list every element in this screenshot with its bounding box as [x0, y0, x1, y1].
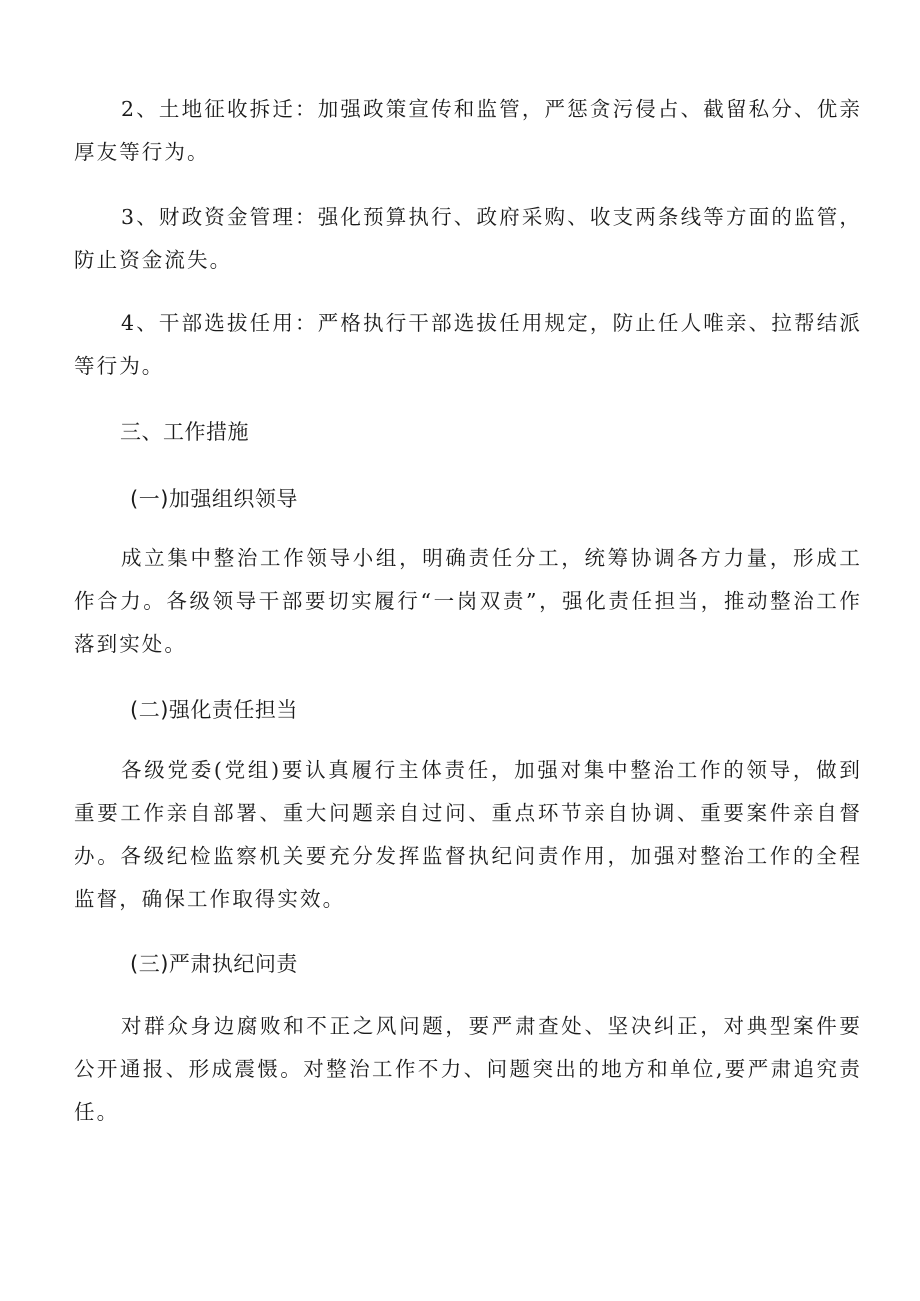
subsection-title-organization: (一)加强组织领导: [130, 487, 298, 511]
section-title: 三、工作措施: [120, 420, 249, 444]
subsection-body-accountability: 对群众身边腐败和不正之风问题，要严肃查处、坚决纠正，对典型案件要公开通报、形成震慑。对整治工作不力、问题突出的地方和单位,要严肃追究责任。: [74, 1014, 862, 1124]
list-item-cadre-selection: 4、干部选拔任用：严格执行干部选拔任用规定，防止任人唯亲、拉帮结派等行为。: [74, 311, 862, 378]
list-item-land-acquisition: 2、土地征收拆迁：加强政策宣传和监管，严惩贪污侵占、截留私分、优亲厚友等行为。: [74, 97, 862, 164]
subsection-title-responsibility: (二)强化责任担当: [130, 698, 298, 722]
list-item-fiscal-funds: 3、财政资金管理：强化预算执行、政府采购、收支两条线等方面的监管，防止资金流失。: [74, 205, 862, 272]
subsection-title-accountability: (三)严肃执纪问责: [130, 952, 298, 976]
subsection-body-responsibility: 各级党委(党组)要认真履行主体责任，加强对集中整治工作的领导，做到重要工作亲自部署、重大问题亲自过问、重点环节亲自协调、重要案件亲自督办。各级纪检监察机关要充分发挥监督执纪问责作用，加强对整治工作的全程监督，确保工作取得实效。: [74, 758, 862, 911]
subsection-body-organization: 成立集中整治工作领导小组，明确责任分工，统筹协调各方力量，形成工作合力。各级领导干部要切实履行“一岗双责”，强化责任担当，推动整治工作落到实处。: [74, 546, 862, 656]
